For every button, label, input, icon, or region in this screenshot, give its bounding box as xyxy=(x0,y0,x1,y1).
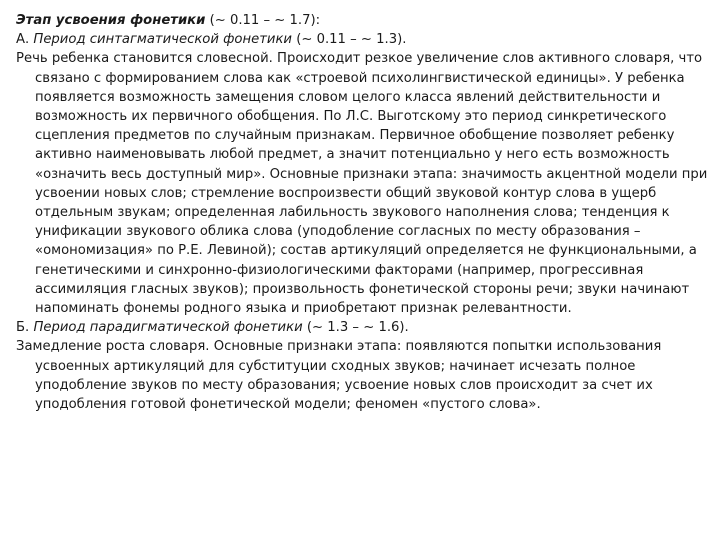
section-a-title: Период синтагматической фонетики xyxy=(33,32,292,48)
section-b-paragraph: Замедление роста словаря. Основные признаки этапа: появляются попытки использования усвоенных артикуляций для субституции сходных звуков; начинает исчезать полное уподобление звуков по месту образования; усвоение новых слов происходит за счет их уподобления готовой фонетической модели; феномен «пустого слова». xyxy=(16,339,662,413)
stage-heading xyxy=(16,11,708,30)
section-a-heading xyxy=(16,30,708,49)
stage-heading-title: Этап усвоения фонетики xyxy=(16,13,206,28)
section-b-heading xyxy=(16,318,708,337)
stage-heading-range: (~ 0.11 – ~ 1.7): xyxy=(205,13,321,28)
section-a-prefix: А. xyxy=(16,32,34,48)
slide-content xyxy=(16,11,708,414)
section-b-range: (~ 1.3 – ~ 1.6). xyxy=(302,320,409,336)
section-a-paragraph: Речь ребенка становится словесной. Происходит резкое увеличение слов активного словаря, что связано с формированием слова как «строевой психолингвистической единицы». У ребенка появляется возможность замещения словом целого класса явлений действительности и возможность их первичного обобщения. По Л.С. Выготскому это период синкретического сцепления предметов по случайным признакам. Первичное обобщение позволяет ребенку активно наименовывать любой предмет, а значит потенциально у него есть возможность «означить весь доступный мир». Основные признаки этапа: значимость акцентной модели при усвоении новых слов; стремление воспроизвести общий звуковой контур слова в ущерб отдельным звукам; определенная лабильность звукового наполнения слова; тенденция к унификации звукового облика слова (уподобление согласных по месту образования – «омономизация» по Р.Е. Левиной); состав артикуляций определяется не функциональными, а генетическими и синхронно-физиологическими факторами (например, прогрессивная ассимиляция гласных звуков); произвольность фонетической стороны речи; звуки начинают напоминать фонемы родного языка и приобретают признак релевантности. xyxy=(16,51,708,317)
section-a-range: (~ 0.11 – ~ 1.3). xyxy=(292,32,407,48)
section-b-prefix: Б. xyxy=(16,320,34,336)
section-b-title: Период парадигматической фонетики xyxy=(33,320,303,336)
